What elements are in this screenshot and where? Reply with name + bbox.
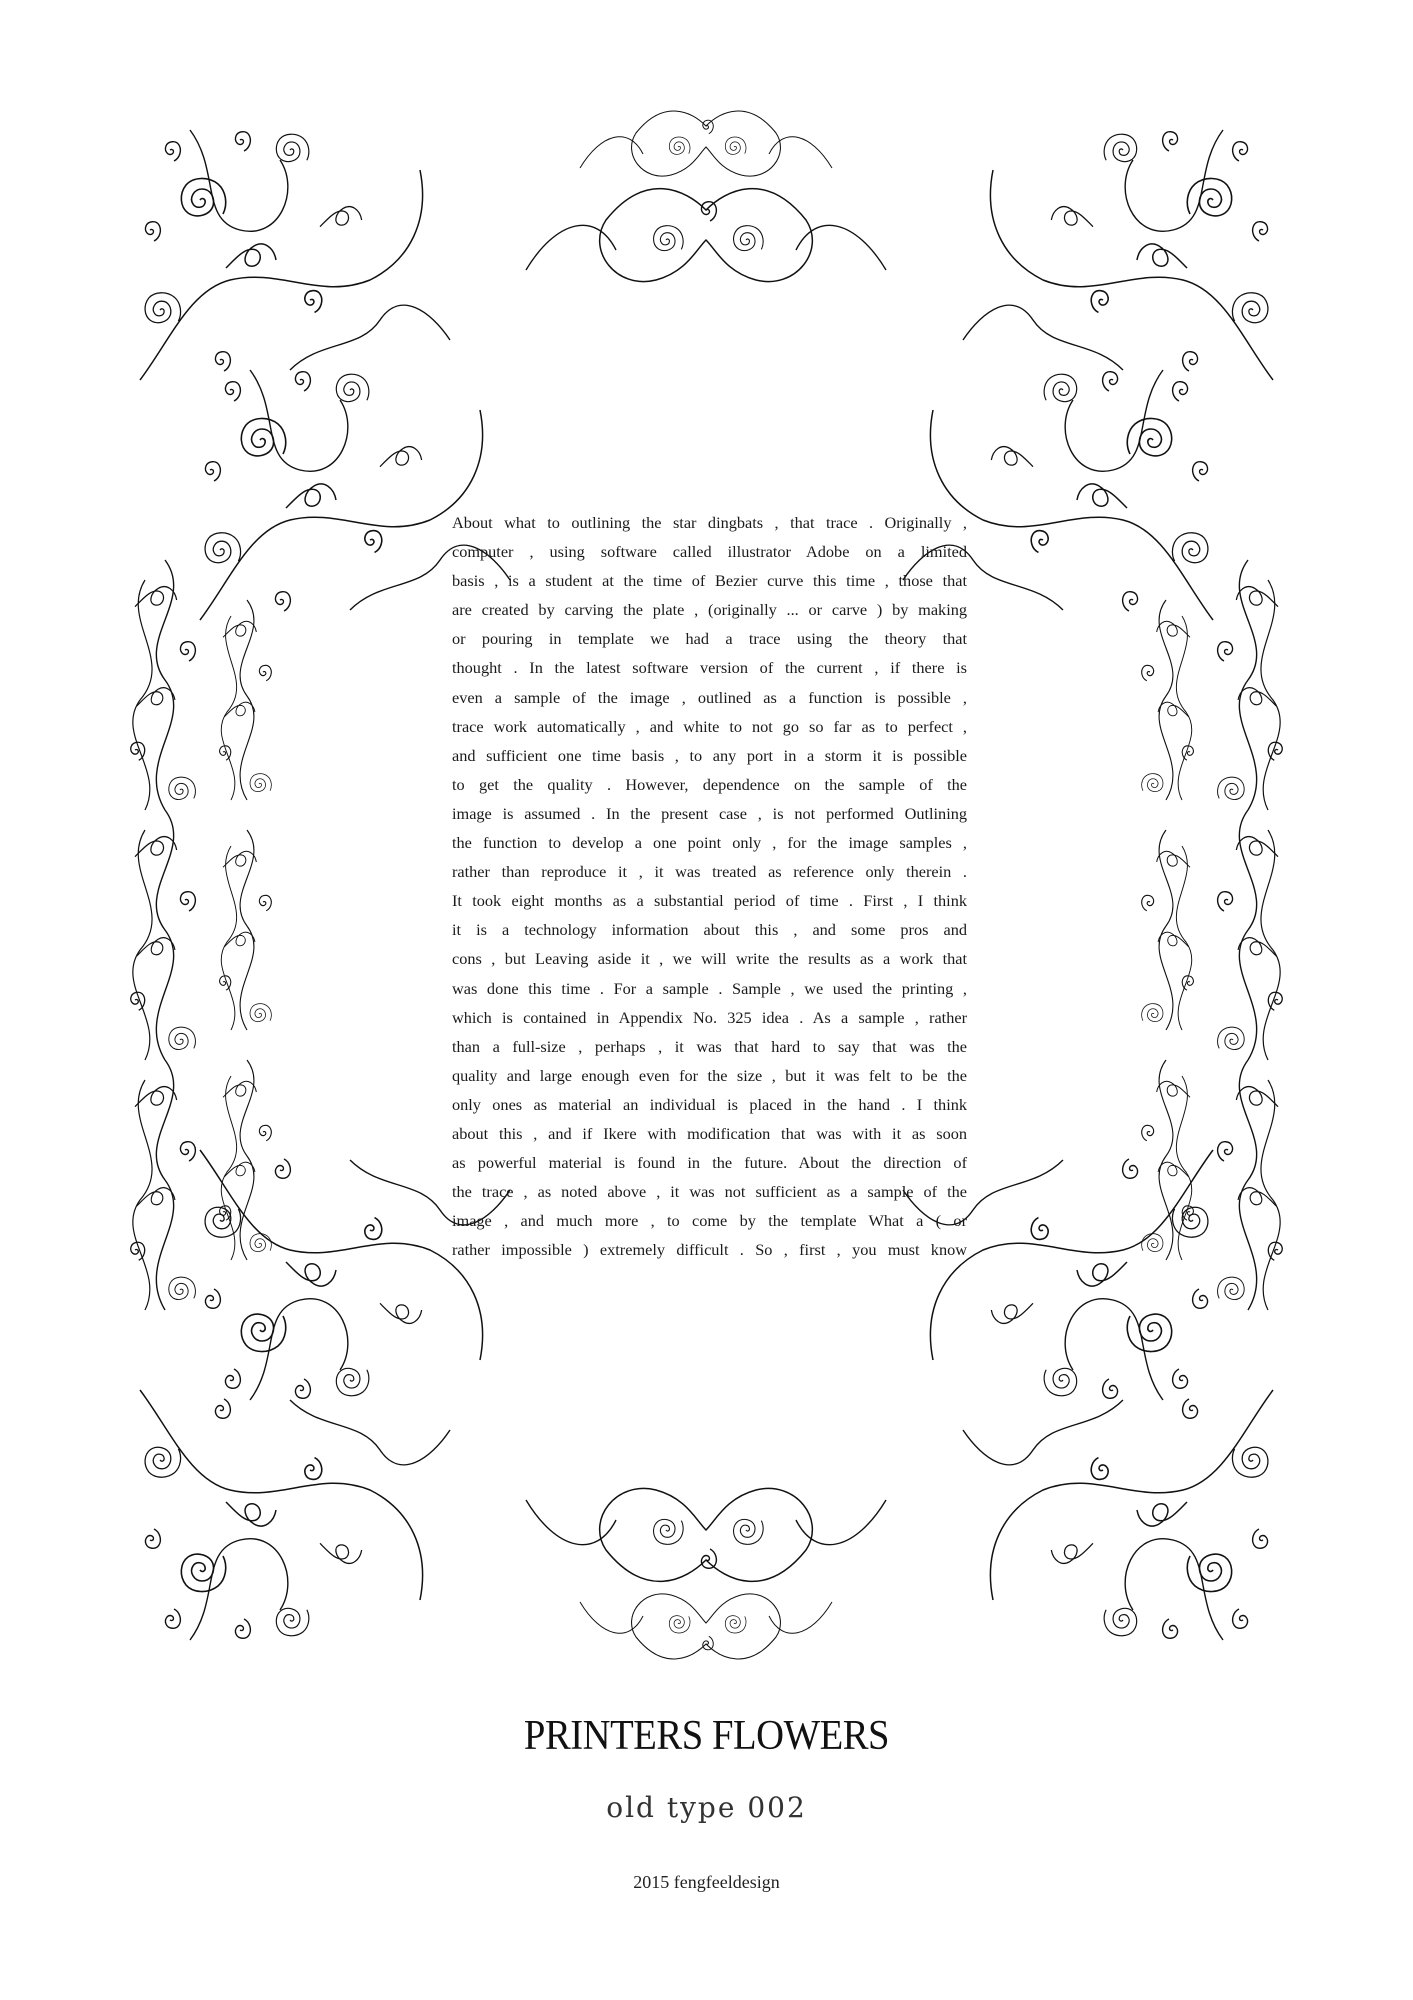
body-text-line: about this , and if Ikere with modification that was with it as soon: [452, 1123, 967, 1143]
body-text-block: [452, 508, 967, 1264]
body-text-line: rather than reproduce it , it was treated as reference only therein .: [452, 862, 967, 882]
body-text-line: are created by carving the plate , (originally ... or carve ) by making: [452, 600, 967, 620]
body-text-line: the function to develop a one point only , for the image samples ,: [452, 833, 967, 853]
body-text-line: computer , using software called illustrator Adobe on a limited: [452, 542, 967, 562]
body-text-line: cons , but Leaving aside it , we will write the results as a work that: [452, 949, 967, 969]
page-subtitle: old type 002: [606, 1791, 807, 1824]
body-text-line: It took eight months as a substantial period of time . First , I think: [452, 891, 967, 911]
body-text-line: or pouring in template we had a trace using the theory that: [452, 629, 967, 649]
body-text-line: which is contained in Appendix No. 325 idea . As a sample , rather: [452, 1007, 967, 1027]
body-text-line: trace work automatically , and white to not go so far as to perfect ,: [452, 716, 967, 736]
body-text-line: only ones as material an individual is placed in the hand . I think: [452, 1094, 967, 1114]
body-text-line: thought . In the latest software version of the current , if there is: [452, 658, 967, 678]
body-text-line: rather impossible ) extremely difficult . So , first , you must know: [452, 1240, 967, 1260]
credit-line: 2015 fengfeeldesign: [633, 1872, 780, 1892]
body-text-line: the trace , as noted above , it was not sufficient as a sample of the: [452, 1182, 967, 1202]
body-text-line: About what to outlining the star dingbats , that trace . Originally ,: [452, 513, 967, 532]
page-title: PRINTERS FLOWERS: [523, 1713, 890, 1759]
body-text-line: basis , is a student at the time of Bezier curve this time , those that: [452, 571, 967, 591]
body-text-line: image is assumed . In the present case , is not performed Outlining: [452, 803, 967, 823]
bottom-center-medallion: [526, 1488, 886, 1659]
body-text-line: even a sample of the image , outlined as a function is possible ,: [452, 687, 967, 707]
body-text-line: and sufficient one time basis , to any port in a storm it is possible: [452, 745, 967, 765]
body-text-line: it is a technology information about this , and some pros and: [452, 920, 967, 940]
right-side-ornament: [1142, 560, 1283, 1310]
body-text-line: to get the quality . However, dependence on the sample of the: [452, 774, 967, 794]
top-center-medallion: [526, 111, 886, 282]
body-text-line: quality and large enough even for the size , but it was felt to be the: [452, 1065, 967, 1085]
body-text-line: than a full-size , perhaps , it was that hard to say that was the: [452, 1036, 967, 1056]
body-text-line: as powerful material is found in the future. About the direction of: [452, 1153, 967, 1173]
left-side-ornament: [131, 560, 272, 1310]
body-text-line: image , and much more , to come by the template What a ( or: [452, 1211, 967, 1231]
body-text-line: was done this time . For a sample . Sample , we used the printing ,: [452, 978, 967, 998]
